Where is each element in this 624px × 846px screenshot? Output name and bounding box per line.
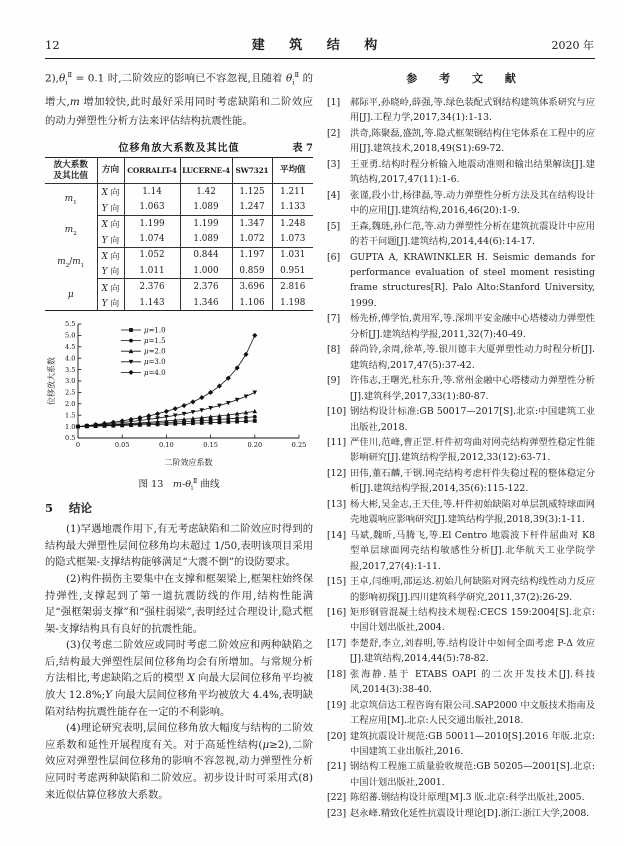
- reference-text: 矩形钢管混凝土结构技术规程:CECS 159:2004[S].北京:中国计划出版社,2004.: [350, 606, 595, 634]
- direction-cell: Y 向: [97, 295, 124, 311]
- value-cell: 1.133: [272, 200, 313, 216]
- x-tick-label: 0.05: [114, 441, 130, 450]
- direction-cell: X 向: [97, 279, 124, 295]
- table-caption: [45, 139, 313, 154]
- reference-item: [327, 528, 595, 574]
- x-tick-label: 0.15: [203, 441, 218, 450]
- table-row: [45, 247, 313, 263]
- y-tick-label: 5.5: [65, 320, 76, 329]
- value-cell: 0.859: [232, 263, 272, 279]
- legend-label: μ=4.0: [144, 369, 166, 378]
- value-cell: 2.376: [124, 279, 180, 295]
- reference-item: [327, 790, 595, 805]
- reference-item: [327, 404, 595, 435]
- reference-text: 陈绍蕃.钢结构设计原理[M].3 版.北京:科学出版社,2005.: [350, 792, 585, 804]
- y-tick-label: 1.0: [65, 423, 76, 432]
- reference-text: 张海静.基于 ETABS OAPI 的二次开发技术[J].科技风,2014(3):38-40.: [350, 668, 595, 696]
- square-marker: [253, 419, 257, 423]
- circle-marker: [226, 417, 230, 421]
- direction-cell: Y 向: [97, 263, 124, 279]
- conclusion-list: [45, 521, 313, 803]
- amplification-table: [45, 157, 313, 311]
- reference-text: 马斌,魏昕,马腾飞,等.El Centro 地震波下杆件屈曲对 K8 型单层球面网壳结构敏感性分析[J].北华航天工业学院学报,2017,27(4):1-11.: [350, 529, 595, 572]
- table-label: 表 7: [292, 142, 313, 154]
- reference-text: 杨先桥,傅学怡,黄用军,等.深圳平安金融中心塔楼动力弹塑性分析[J].建筑结构学报,2011,32(7):40-49.: [350, 313, 595, 340]
- value-cell: 1.197: [232, 247, 272, 263]
- header-cell: CORRALIT-4: [124, 157, 180, 183]
- reference-number: [17]: [327, 637, 347, 649]
- value-cell: 1.247: [232, 200, 272, 216]
- reference-text: 杨大彬,吴金志,王天佳,等.杆件初始缺陷对单层凯威特球面网壳地震响应影响研究[J].建筑结构学报,2018,39(3):1-11.: [350, 498, 595, 526]
- conclusion-paragraph: (4)理论研究表明,层间位移角放大幅度与结构的二阶效应系数和延性开展程度有关。对于高延性结构(μ≥2),二阶效应对弹塑性层间位移角的影响不容忽视,动力弹塑性分析应同时考虑两种缺陷和二阶效应。初步设计时可采用式(8)来近似估算位移放大系数。: [45, 722, 313, 801]
- value-cell: 2.816: [272, 279, 313, 295]
- conclusion-paragraph: (2)构件损伤主要集中在支撑和框架梁上,框架柱始终保持弹性,支撑起到了第一道抗震防线的作用,结构性能满足“强框架弱支撑”和“强柱弱梁”,表明经过合理设计,隐式框架-支撑结构具有良好的抗震性能。: [45, 572, 313, 635]
- circle-marker: [253, 415, 257, 419]
- reference-number: [15]: [327, 576, 347, 588]
- reference-item: [327, 219, 595, 250]
- y-tick-label: 3.0: [65, 377, 76, 386]
- row-label: $m_2$: [64, 225, 77, 238]
- table-row: [45, 184, 313, 200]
- x-tick-label: 0.25: [291, 441, 307, 450]
- reference-text: 建筑抗震设计规范:GB 50011—2010[S].2016 年版.北京:中国建筑工业出版社,2016.: [350, 730, 595, 758]
- conclusion-heading: [45, 500, 313, 516]
- reference-item: [327, 311, 595, 342]
- y-tick-label: 3.5: [65, 366, 76, 375]
- reference-item: [327, 342, 595, 373]
- diamond-marker: [199, 395, 204, 400]
- header-cell: 放大系数 及其比值: [53, 159, 88, 181]
- figure-13-chart: [45, 317, 313, 469]
- reference-number: [10]: [327, 406, 347, 418]
- reference-item: [327, 497, 595, 528]
- circle-marker: [235, 416, 239, 420]
- year-label: 2020 年: [551, 39, 594, 52]
- reference-number: [20]: [327, 730, 347, 742]
- figure-13: [45, 317, 313, 473]
- reference-text: 北京筑信达工程咨询有限公司.SAP2000 中文版技术指南及工程应用[M].北京:人民交通出版社,2018.: [350, 699, 595, 727]
- reference-text: 王卓,闫维明,邵运达.初始几何缺陷对网壳结构线性动力反应的影响初探[J].四川建筑科学研究,2011,37(2):26-29.: [350, 576, 595, 603]
- value-cell: 1.011: [124, 263, 180, 279]
- value-cell: 1.143: [124, 295, 180, 311]
- table-title: 位移角放大系数及其比值: [118, 142, 240, 154]
- circle-marker: [244, 416, 248, 420]
- y-tick-label: 5.0: [65, 331, 76, 340]
- reference-text: 李楚舒,李立,刘春明,等.结构设计中如何全面考虑 P-Δ 效应[J].建筑结构,2014,44(5):78-82.: [350, 637, 595, 665]
- reference-item: [327, 759, 595, 790]
- row-label: $m_1$: [64, 193, 77, 206]
- reference-item: [327, 126, 595, 157]
- reference-number: [6]: [327, 251, 341, 263]
- value-cell: 1.125: [232, 184, 272, 200]
- left-column: [45, 66, 313, 821]
- reference-number: [8]: [327, 344, 341, 356]
- section-title: 结论: [69, 501, 93, 516]
- triangle-down-marker: [253, 391, 258, 395]
- reference-number: [14]: [327, 529, 347, 541]
- reference-number: [21]: [327, 761, 347, 773]
- value-cell: 1.074: [124, 231, 180, 247]
- table-header: [45, 157, 313, 183]
- value-cell: 1.052: [124, 247, 180, 263]
- x-tick-label: 0: [75, 441, 81, 450]
- intro-paragraph: $2),\theta_i^Ⅱ = 0.1$ 时,二阶效应的影响已不容忽视,且随着 $\theta_i^Ⅱ$ 的增大,m 增加较快,此时最好采用同时考虑缺陷和二阶效应的动力弹塑性分析方法来评估结构抗震性能。: [45, 71, 313, 128]
- journal-title: 建 筑 结 构: [251, 38, 388, 53]
- reference-text: 洪奇,陈聚磊,盛凯,等.隐式框架钢结构住宅体系在工程中的应用[J].建筑技术,2018,49(S1):69-72.: [350, 127, 595, 155]
- reference-text: 钢结构设计标准:GB 50017—2017[S].北京:中国建筑工业出版社,2018.: [350, 406, 595, 433]
- value-cell: 1.063: [124, 200, 180, 216]
- x-axis-label: 二阶效应系数: [164, 458, 213, 468]
- value-cell: 1.248: [272, 215, 313, 231]
- reference-number: [16]: [327, 606, 347, 618]
- direction-cell: X 向: [97, 247, 124, 263]
- table-body: [45, 184, 313, 311]
- reference-number: [22]: [327, 792, 347, 804]
- reference-text: 田伟,董石麟,干钢.网壳结构考虑杆件失稳过程的整体稳定分析[J].建筑结构学报,2014,35(6):115-122.: [350, 467, 595, 495]
- references-list: [327, 95, 595, 821]
- legend-label: μ=1.5: [144, 337, 166, 346]
- value-cell: 0.844: [180, 247, 232, 263]
- reference-text: 严佳川,范峰,曹正罡.杆件初弯曲对网壳结构弹塑性稳定性能影响研究[J].建筑结构学报,2012,33(12):63-71.: [350, 436, 595, 464]
- reference-item: [327, 95, 595, 126]
- x-tick-label: 0.10: [159, 441, 174, 450]
- reference-item: [327, 188, 595, 219]
- diamond-marker: [190, 400, 195, 405]
- value-cell: 1.211: [272, 184, 313, 200]
- reference-text: 王森,魏琏,孙仁范,等.动力弹塑性分析在建筑抗震设计中应用的若干问题[J].建筑结构,2014,44(6):14-17.: [350, 220, 595, 248]
- value-cell: 3.696: [232, 279, 272, 295]
- page-body: [0, 59, 624, 821]
- y-tick-label: 1.5: [65, 411, 76, 420]
- reference-text: 赵永峰.精致化延性抗震设计理论[D].浙江:浙江大学,2008.: [350, 807, 590, 819]
- y-tick-label: 4.0: [65, 354, 76, 363]
- right-column: [327, 66, 595, 821]
- square-marker: [129, 328, 133, 332]
- reference-item: [327, 667, 595, 698]
- diamond-marker: [155, 411, 160, 416]
- reference-number: [13]: [327, 498, 347, 510]
- reference-item: [327, 435, 595, 466]
- reference-number: [5]: [327, 220, 341, 232]
- reference-number: [4]: [327, 189, 341, 201]
- legend-label: μ=2.0: [144, 347, 166, 356]
- reference-text: 王亚勇.结构时程分析输入地震动准则和输出结果解读[J].建筑结构,2017,47(11):1-6.: [350, 158, 595, 186]
- reference-item: [327, 250, 595, 312]
- reference-text: GUPTA A, KRAWINKLER H. Seismic demands for performance evaluation of steel moment resisting frame structures[R]. Palo Alto:Stanford University, 1999.: [350, 251, 595, 309]
- reference-number: [9]: [327, 375, 341, 387]
- reference-text: 薛尚铃,余周,徐革,等.银川德丰大厦弹塑性动力时程分析[J].建筑结构,2017,47(5):37-42.: [350, 344, 595, 371]
- value-cell: 1.072: [232, 231, 272, 247]
- direction-cell: X 向: [97, 215, 124, 231]
- reference-item: [327, 574, 595, 605]
- square-marker: [244, 420, 248, 424]
- y-tick-label: 2.5: [65, 388, 76, 397]
- row-label: μ: [67, 289, 74, 300]
- table-row: [45, 215, 313, 231]
- reference-text: 钢结构工程施工质量验收规范:GB 50205—2001[S].北京:中国计划出版社,2001.: [350, 761, 595, 788]
- figure-caption: 图 13 $m-\theta_i^Ⅱ$ 曲线: [138, 478, 220, 493]
- x-tick-label: 0.20: [247, 441, 263, 450]
- row-label: $m_2/m_1$: [57, 257, 85, 269]
- diamond-marker: [243, 352, 248, 357]
- y-axis-label: 位移放大系数: [47, 357, 56, 406]
- reference-number: [1]: [327, 97, 341, 108]
- section-number: 5: [45, 501, 54, 516]
- value-cell: 1.106: [232, 295, 272, 311]
- y-tick-label: 2.0: [65, 400, 76, 409]
- y-tick-label: 4.5: [65, 343, 76, 352]
- reference-item: [327, 806, 595, 821]
- value-cell: 1.14: [124, 184, 180, 200]
- diamond-marker: [128, 370, 133, 375]
- value-cell: 1.198: [272, 295, 313, 311]
- square-marker: [235, 420, 239, 424]
- direction-cell: Y 向: [97, 200, 124, 216]
- value-cell: 2.376: [180, 279, 232, 295]
- header-cell: SW7321: [232, 157, 272, 183]
- header-cell: LUCERNE-4: [180, 157, 232, 183]
- reference-item: [327, 729, 595, 760]
- value-cell: 1.089: [180, 231, 232, 247]
- value-cell: 1.346: [180, 295, 232, 311]
- conclusion-paragraph: (3)仅考虑二阶效应或同时考虑二阶效应和两种缺陷之后,结构最大弹塑性层间位移角均会有所增加。与常规分析方法相比,考虑缺陷之后的模型 X 向最大层间位移角平均被放大 12.8%;Y 向最大层间位移角平均被放大 4.4%,表明缺陷对结构抗震性能存在一定的不利影响。: [45, 639, 313, 718]
- reference-number: [12]: [327, 467, 347, 479]
- diamond-marker: [173, 406, 178, 411]
- references-heading: 参 考 文 献: [406, 72, 525, 85]
- table-row: [45, 279, 313, 295]
- page-header: [0, 0, 624, 58]
- reference-item: [327, 373, 595, 404]
- header-cell: 方向: [97, 157, 124, 183]
- reference-item: [327, 605, 595, 636]
- circle-marker: [218, 418, 222, 422]
- reference-number: [11]: [327, 436, 347, 448]
- value-cell: 1.199: [124, 215, 180, 231]
- reference-text: 许伟志,王曙光,杜东升,等.常州金融中心塔楼动力弹塑性分析[J].建筑科学,2017,33(1):80-87.: [350, 375, 595, 402]
- value-cell: 1.42: [180, 184, 232, 200]
- reference-item: [327, 636, 595, 667]
- value-cell: 1.000: [180, 263, 232, 279]
- diamond-marker: [164, 409, 169, 414]
- reference-number: [18]: [327, 668, 347, 680]
- reference-item: [327, 698, 595, 729]
- reference-text: 郝际平,孙晓岭,薛强,等.绿色装配式钢结构建筑体系研究与应用[J].工程力学,2017,34(1):1-13.: [350, 97, 595, 124]
- reference-item: [327, 157, 595, 188]
- direction-cell: X 向: [97, 184, 124, 200]
- reference-item: [327, 466, 595, 497]
- circle-marker: [129, 339, 133, 343]
- value-cell: 1.073: [272, 231, 313, 247]
- triangle-up-marker: [253, 409, 258, 413]
- diamond-marker: [252, 333, 257, 338]
- value-cell: 1.199: [180, 215, 232, 231]
- legend-label: μ=1.0: [144, 326, 166, 335]
- table-header-row: [45, 157, 313, 183]
- page-number: 12: [45, 38, 60, 52]
- value-cell: 1.031: [272, 247, 313, 263]
- reference-number: [2]: [327, 127, 341, 139]
- reference-number: [19]: [327, 699, 347, 711]
- reference-number: [7]: [327, 313, 341, 325]
- diamond-marker: [182, 403, 187, 408]
- direction-cell: Y 向: [97, 231, 124, 247]
- legend-label: μ=3.0: [144, 358, 166, 367]
- y-tick-label: 0.5: [65, 434, 76, 443]
- reference-text: 张谨,段小廿,杨律磊,等.动力弹塑性分析方法及其在结构设计中的应用[J].建筑结构,2016,46(20):1-9.: [350, 189, 595, 217]
- conclusion-paragraph: (1)罕遇地震作用下,有无考虑缺陷和二阶效应时得到的结构最大弹塑性层间位移角均未超过 1/50,表明该项目采用的隐式框架-支撑结构能够满足“大震不倒”的设防要求。: [45, 523, 313, 569]
- reference-number: [23]: [327, 807, 347, 819]
- value-cell: 1.089: [180, 200, 232, 216]
- reference-number: [3]: [327, 158, 341, 170]
- header-cell: 平均值: [272, 157, 313, 183]
- value-cell: 0.951: [272, 263, 313, 279]
- value-cell: 1.347: [232, 215, 272, 231]
- diamond-marker: [208, 390, 213, 395]
